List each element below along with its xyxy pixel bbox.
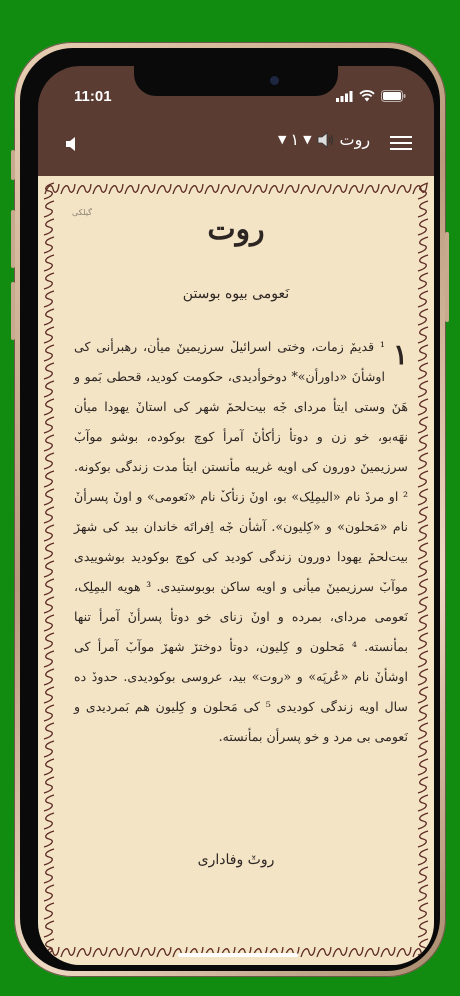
book-name[interactable]: روت: [339, 130, 371, 149]
camera-dot: [270, 76, 279, 85]
nav-bar: [38, 114, 434, 176]
notch: [134, 66, 338, 96]
home-indicator[interactable]: [178, 953, 298, 957]
volume-down-button: [11, 282, 15, 340]
menu-icon[interactable]: [390, 132, 412, 148]
status-bar: [38, 66, 434, 114]
power-button: [445, 232, 449, 322]
chapter-body-text: ¹ قدیمٚ زمات، وختی اسرائیلٚ سرزیمینٚ میأن، رهبرأنی کی اوشأنَ «داورأن»* دوخوأدیدی، حکومت کودید، قحطی بَمو و هَنٚ وستی ایتأ مردای جٚه بیت‌لحمٚ شهر کی استانٚ یهودا میأن نهَه‌بو، خو زن و دوتأ زأکأنٚ آمرأ کوچ بوکوده، بوشو موآبٚ سرزیمینٚ دورون کی اویه غریبه مأنستن ایتأ مدت زندگی بوکونه. ² او مردٚ نام «الیمِلِک» بو، اونٚ زنأکٚ نام «نَعومی» و اونٚ پسرأنٚ نام «مَحلون» و «کِلیون». آشأن جٚه اِفراتَه خاندان بید کی شهرٚ بیت‌لحمٚ یهودا دورون زندگی کودید کی کوچ بوکودید بوشوییدی موآبٚ سرزیمینٚ میأنی و اویه ساکن بوبوستیدی. ³ هویه الیمِلِک، نَعومی مردای، بمرده و اونٚ زنای خو دوتأ پسرأنٚ آمرأ تنها بمأنسته. ⁴ مَحلون و کِلیون، دوتأ دوخترٚ شهرٚ موآبٚ آمرأ کی اوشأنٚ نام «عُرپَه» و «روت» بید، عروسی بوکودیدی. حدودٚ ده سال اویه زندگی کودیدی ⁵ کی مَحلون و کِلیون هم بَمردیدی و نَعومی بی مرد و خو پسرأن بمأنسته.: [74, 339, 409, 744]
language-label: گیلکی: [72, 208, 92, 217]
battery-icon: [381, 90, 406, 102]
volume-up-button: [11, 210, 15, 268]
section-heading: روتٚ وفاداری: [197, 852, 275, 868]
reading-page: [38, 176, 434, 965]
chapter-subtitle: نَعومی بیوه بوستن: [182, 286, 290, 302]
screen: [38, 66, 434, 965]
ornament-border-top: [44, 182, 428, 196]
wifi-icon: [359, 90, 375, 102]
phone-frame: [14, 42, 446, 977]
book-arrow[interactable]: ▼: [303, 133, 312, 146]
status-time: 11:01: [74, 88, 112, 105]
chapter-arrow[interactable]: ▼: [278, 133, 287, 146]
system-icons: [336, 90, 406, 102]
chapter-number-drop: ١: [392, 338, 408, 371]
book-chapter-selector[interactable]: [278, 130, 370, 149]
chapter-number[interactable]: ۱: [290, 130, 300, 149]
bezel: [20, 48, 440, 971]
audio-speaker-icon[interactable]: [316, 131, 336, 149]
speaker-icon[interactable]: [64, 136, 80, 152]
silent-switch: [11, 150, 15, 180]
signal-icon: [336, 91, 353, 102]
book-title: روت: [207, 212, 265, 247]
chapter-text[interactable]: [74, 332, 408, 752]
